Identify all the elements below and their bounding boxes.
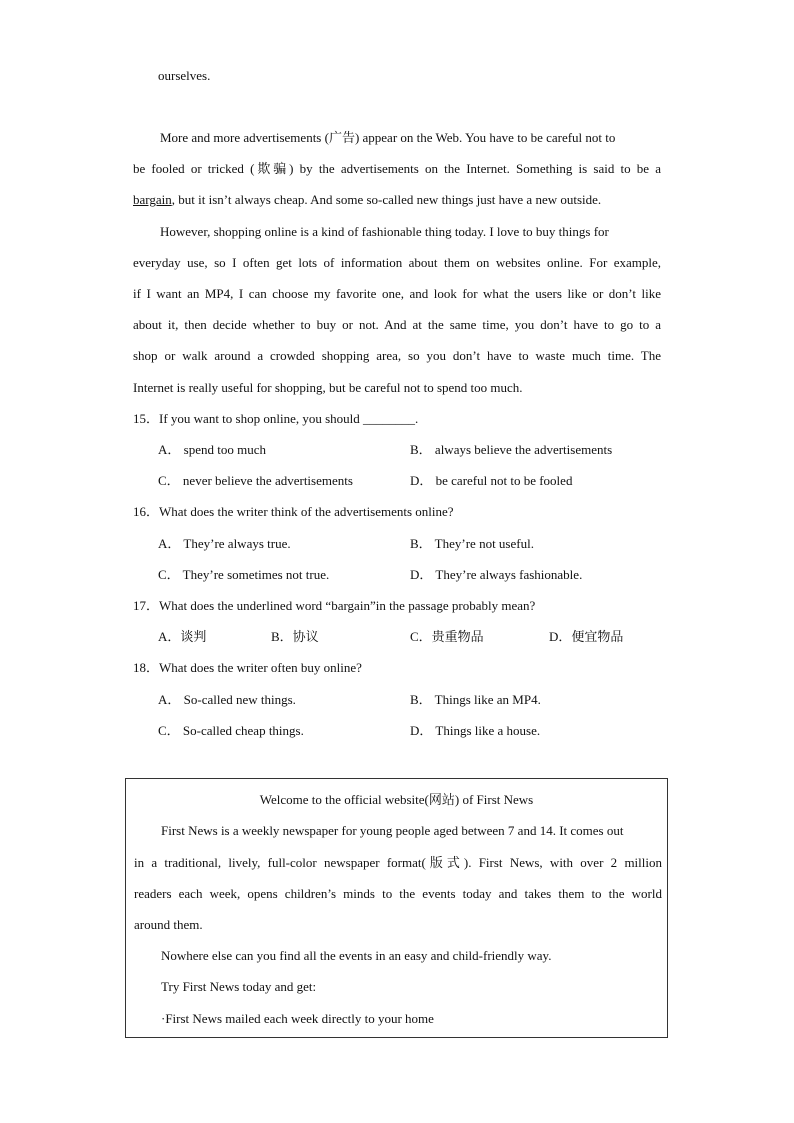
paragraph-1-line-2: be fooled or tricked (欺骗) by the advertisements on the Internet. Something is said to be a xyxy=(133,161,661,176)
box-paragraph-1-line-3: readers each week, opens children’s minds to the events today and takes them to the world xyxy=(134,886,662,901)
paragraph-1-line-3-rest: , but it isn’t always cheap. And some so-called new things just have a new outside. xyxy=(171,192,602,207)
question-16-option-d: D． They’re always fashionable. xyxy=(410,567,583,582)
question-16: 16．What does the writer think of the advertisements online? xyxy=(133,504,454,519)
box-bullet-1: ·First News mailed each week directly to your home xyxy=(161,1011,434,1026)
question-18: 18．What does the writer often buy online? xyxy=(133,660,362,675)
question-16-option-a: A． They’re always true. xyxy=(158,536,291,551)
question-18-option-c: C． So-called cheap things. xyxy=(158,723,304,738)
question-15-option-b: B． always believe the advertisements xyxy=(410,442,613,457)
question-17: 17．What does the underlined word “bargain”in the passage probably mean? xyxy=(133,598,536,613)
question-17-option-c: C．贵重物品 xyxy=(410,629,484,644)
question-15-option-a: A． spend too much xyxy=(158,442,266,457)
question-15-option-c: C． never believe the advertisements xyxy=(158,473,353,488)
question-17-option-b: B．协议 xyxy=(271,629,319,644)
question-18-option-a: A． So-called new things. xyxy=(158,692,296,707)
box-paragraph-1-line-4: around them. xyxy=(134,917,203,932)
paragraph-2-line-4: about it, then decide whether to buy or not. And at the same time, you don’t have to go to a xyxy=(133,317,661,332)
paragraph-2-line-5: shop or walk around a crowded shopping area, so you don’t have to waste much time. The xyxy=(133,348,661,363)
paragraph-2-line-1: However, shopping online is a kind of fashionable thing today. I love to buy things for xyxy=(160,224,609,239)
question-18-option-d: D． Things like a house. xyxy=(410,723,541,738)
passage-fragment: ourselves. xyxy=(158,68,211,83)
question-16-option-c: C． They’re sometimes not true. xyxy=(158,567,330,582)
box-paragraph-1-line-2: in a traditional, lively, full-color newspaper format(版式). First News, with over 2 million xyxy=(134,855,662,870)
box-title: Welcome to the official website(网站) of First News xyxy=(259,792,534,807)
paragraph-1-line-1: More and more advertisements (广告) appear on the Web. You have to be careful not to xyxy=(160,130,616,145)
box-paragraph-1-line-1: First News is a weekly newspaper for young people aged between 7 and 14. It comes out xyxy=(161,823,624,838)
box-paragraph-2: Nowhere else can you find all the events in an easy and child-friendly way. xyxy=(161,948,552,963)
underlined-word-bargain: bargain xyxy=(133,192,172,207)
paragraph-2-line-6: Internet is really useful for shopping, but be careful not to spend too much. xyxy=(133,380,523,395)
question-15: 15．If you want to shop online, you should ________. xyxy=(133,411,419,426)
question-16-option-b: B． They’re not useful. xyxy=(410,536,534,551)
paragraph-2-line-2: everyday use, so I often get lots of information about them on websites online. For example, xyxy=(133,255,661,270)
question-17-option-d: D．便宜物品 xyxy=(549,629,624,644)
paragraph-2-line-3: if I want an MP4, I can choose my favorite one, and look for what the users like or don’t like xyxy=(133,286,661,301)
box-paragraph-3: Try First News today and get: xyxy=(161,979,317,994)
paragraph-1-line-3 xyxy=(133,192,601,208)
first-news-box xyxy=(125,778,668,1038)
question-18-option-b: B． Things like an MP4. xyxy=(410,692,541,707)
question-17-option-a: A．谈判 xyxy=(158,629,207,644)
question-15-option-d: D． be careful not to be fooled xyxy=(410,473,573,488)
